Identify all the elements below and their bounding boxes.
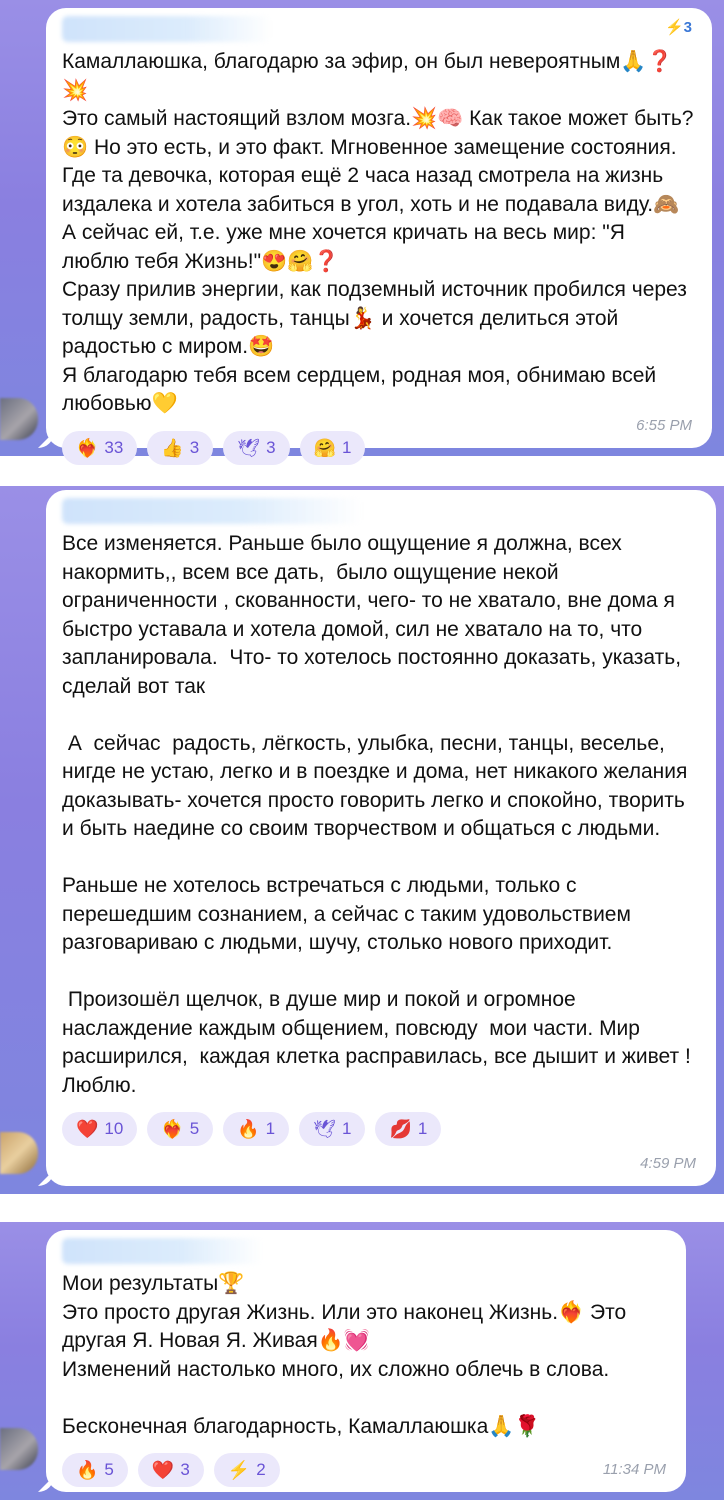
fire-icon: 🔥 [76,1460,99,1480]
message-timestamp: 11:34 PM [602,1461,666,1478]
thumbs-up-icon: 👍 [161,437,184,458]
message-timestamp: 4:59 PM [640,1155,696,1172]
reaction-chip[interactable] [300,431,366,465]
reaction-chip[interactable] [62,1112,137,1146]
sender-name-blurred[interactable] [62,16,272,42]
reactions-row [62,1453,670,1487]
message-text: Все изменяется. Раньше было ощущение я должна, всех накормить,, всем все дать, было ощущение некой ограниченности , скованности, чего- то не хватало, вне дома я быстро уставала и хотела домой, сил не хватало на то, что запланировала. Что- то хотелось постоянно доказать, указать, сделай вот так А сейчас радость, лёгкость, улыбка, песни, танцы, веселье, нигде не устаю, легко и в поездке и дома, нет никакого желания доказывать- хочется просто говорить легко и спокойно, творить и быть наедине со своим творчеством и общаться с людьми. Раньше не хотелось встречаться с людьми, только с перешедшим сознанием, а сейчас с таким удовольствием разговариваю с людьми, шучу, столько нового приходит. Произошёл щелчок, в душе мир и покой и огромное наслаждение каждым общением, повсюду мои части. Мир расширился, каждая клетка расправилась, все дышит и живет ! Люблю. [62,532,691,1097]
red-heart-icon: ❤️ [151,1460,175,1480]
heart-fire-icon: ❤️‍🔥 [76,437,99,458]
reactions-row [62,431,696,465]
reaction-chip[interactable] [147,431,213,465]
reaction-count: 3 [180,1460,190,1479]
reaction-chip[interactable] [214,1453,280,1487]
message-text: Камаллаюшка, благодарю за эфир, он был невероятным🙏❓ 💥 Это самый настоящий взлом мозга.💥🧠 Как такое может быть?😳 Но это есть, и это факт. Мгновенное замещение состояния. Где та девочка, которая ещё 2 часа назад смотрела на жизнь издалека и хотела забиться в угол, хоть и не подавала виду.🙈 А сейчас ей, т.е. уже мне хочется кричать на весь мир: "Я люблю тебя Жизнь!"😍🤗❓ Сразу прилив энергии, как подземный источник пробился через толщу земли, радость, танцы💃 и хочется делиться этой радостью с миром.🤩 Я благодарю тебя всем сердцем, родная моя, обнимаю всей любовью💛 [62,50,694,415]
heart-fire-icon: ❤️‍🔥 [161,1119,184,1139]
reaction-chip[interactable] [147,1112,213,1146]
forward-count: 3 [683,19,692,36]
reaction-count: 33 [104,437,124,457]
reaction-chip[interactable] [223,431,289,465]
message-bubble-3[interactable] [46,1230,686,1492]
reaction-chip[interactable] [299,1112,365,1146]
message-text: Мои результаты🏆 Это просто другая Жизнь. Или это наконец Жизнь.❤️‍🔥 Это другая Я. Новая Я. Живая🔥💓 Изменений настолько много, их сложно облечь в слова. Бесконечная благодарность, Камаллаюшка🙏🌹 [62,1272,627,1438]
reaction-count: 2 [256,1460,266,1479]
message-bubble-1[interactable] [46,8,712,458]
reaction-count: 3 [189,437,200,457]
reactions-row [62,1112,700,1146]
forward-count-badge [665,18,692,36]
message-bubble-2[interactable] [46,490,716,1186]
dove-icon: 🕊 [237,437,261,458]
reaction-count: 1 [341,1119,352,1138]
reaction-chip[interactable] [62,1453,128,1487]
reaction-count: 3 [266,437,276,457]
red-heart-icon: ❤️ [76,1119,99,1139]
sender-avatar[interactable] [0,1132,38,1174]
fire-icon: 🔥 [237,1119,260,1139]
reaction-count: 1 [265,1119,276,1138]
kiss-mark-icon: 💋 [389,1119,412,1139]
lightning-icon: ⚡ [227,1460,251,1480]
reaction-chip[interactable] [138,1453,204,1487]
forward-icon: ⚡ [664,19,684,36]
sender-name-blurred[interactable] [62,498,362,524]
sender-avatar[interactable] [0,398,38,440]
reaction-chip[interactable] [223,1112,289,1146]
reaction-count: 5 [189,1119,200,1138]
sender-name-blurred[interactable] [62,1238,262,1264]
reaction-count: 5 [104,1460,114,1479]
reaction-count: 1 [341,437,352,457]
hugging-face-icon: 🤗 [313,437,336,458]
reaction-chip[interactable] [62,431,137,465]
sender-avatar[interactable] [0,1428,38,1470]
reaction-chip[interactable] [375,1112,441,1146]
dove-icon: 🕊 [313,1119,336,1139]
message-timestamp: 6:55 PM [636,417,692,434]
reaction-count: 10 [104,1119,124,1138]
reaction-count: 1 [417,1119,428,1138]
